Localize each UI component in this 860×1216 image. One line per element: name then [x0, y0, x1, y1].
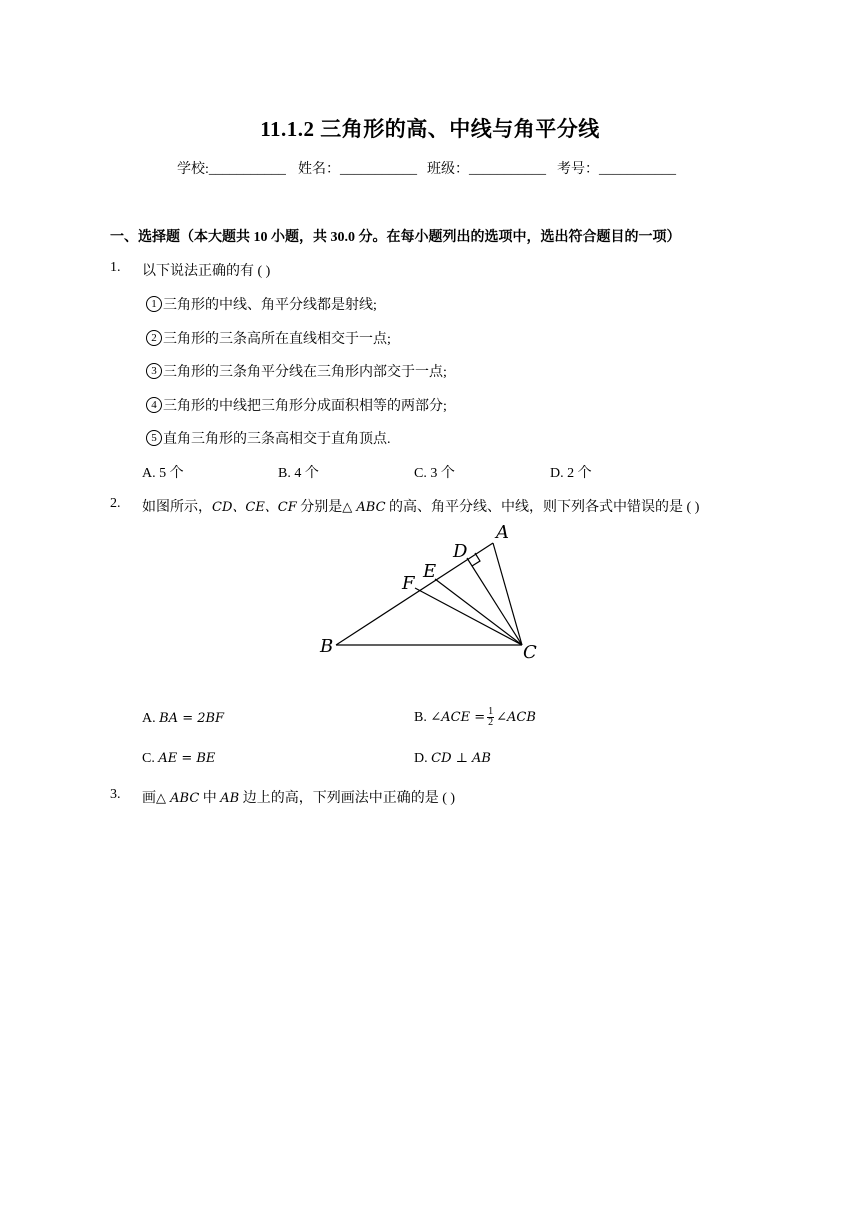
q2-stem-segments: CD、CE、CF	[212, 500, 297, 515]
statement-text: 三角形的中线、角平分线都是射线;	[163, 298, 377, 313]
page-title: 11.1.2 三角形的高、中线与角平分线	[260, 117, 600, 141]
circled-number: 5	[146, 430, 162, 446]
statement-text: 三角形的中线把三角形分成面积相等的两部分;	[163, 399, 447, 414]
q3-stem-mid: 中	[199, 791, 221, 806]
altitude-cd	[467, 558, 522, 645]
section-heading: 一、选择题（本大题共 10 小题，共 30.0 分。在每小题列出的选项中，选出符合题目的一项）	[110, 230, 681, 245]
q3-stem-suffix: 边上的高，下列画法中正确的是 ( )	[239, 791, 456, 806]
fraction-one-half	[487, 707, 494, 728]
circled-number: 3	[146, 363, 162, 379]
option-letter: C.	[142, 751, 159, 766]
side-ab	[336, 543, 493, 645]
statement-text: 直角三角形的三条高相交于直角顶点.	[163, 432, 391, 447]
q1-statement	[146, 328, 391, 348]
q1-option-a: A. 5 个	[142, 466, 184, 481]
fraction-denominator: 2	[488, 717, 494, 728]
q2-number: 2.	[110, 496, 121, 511]
circled-number: 2	[146, 330, 162, 346]
q1-option-d: D. 2 个	[550, 466, 592, 481]
option-math: AE = BE	[158, 751, 216, 766]
q1-number: 1.	[110, 260, 121, 275]
label-d: D	[453, 541, 468, 562]
option-math: ∠ACE =	[430, 710, 486, 725]
q2-option-b	[414, 707, 536, 728]
q2-stem-mid: 分别是	[296, 500, 343, 515]
label-a: A	[496, 522, 509, 543]
label-e: E	[423, 561, 437, 582]
option-math: BA = 2BF	[159, 711, 225, 726]
triangle-figure	[310, 515, 560, 665]
q2-option-d	[414, 751, 491, 767]
circled-number: 4	[146, 397, 162, 413]
q1-statement	[146, 428, 391, 448]
q3-stem-triangle: △ ABC	[156, 791, 200, 806]
bisector-ce	[435, 579, 522, 645]
q1-option-b: B. 4 个	[278, 466, 319, 481]
option-letter: B.	[414, 709, 431, 725]
statement-text: 三角形的三条高所在直线相交于一点;	[163, 332, 391, 347]
q2-stem	[142, 496, 699, 516]
q2-stem-prefix: 如图所示，	[142, 500, 212, 515]
q2-option-c	[142, 751, 215, 767]
option-math: ∠ACB	[496, 710, 536, 725]
class-field: 班级：___________	[427, 162, 546, 177]
name-field: 姓名：___________	[298, 162, 417, 177]
option-letter: A.	[142, 711, 160, 726]
label-b: B	[320, 636, 334, 657]
option-letter: D.	[414, 751, 432, 766]
statement-text: 三角形的三条角平分线在三角形内部交于一点;	[163, 365, 447, 380]
q1-stem: 以下说法正确的有 ( )	[142, 264, 271, 279]
fraction-numerator: 1	[488, 706, 494, 717]
median-cf	[415, 588, 522, 645]
q1-statement	[146, 395, 447, 415]
q3-number: 3.	[110, 787, 121, 802]
circled-number: 1	[146, 296, 162, 312]
q1-option-c: C. 3 个	[414, 466, 455, 481]
q1-statement	[146, 361, 447, 381]
school-field: 学校:___________	[177, 162, 286, 177]
right-angle-mark	[472, 553, 480, 566]
option-math: CD ⊥ AB	[431, 751, 491, 766]
exam-number-field: 考号：___________	[557, 162, 676, 177]
q2-option-a	[142, 711, 224, 727]
q3-stem	[142, 787, 455, 807]
q1-statement	[146, 294, 377, 314]
side-ac	[493, 543, 522, 645]
q3-stem-side: AB	[220, 791, 240, 806]
label-c: C	[523, 642, 537, 663]
q2-stem-suffix: 的高、角平分线、中线，则下列各式中错误的是 ( )	[385, 500, 700, 515]
q2-stem-triangle: △ ABC	[342, 500, 386, 515]
label-f: F	[402, 573, 415, 594]
q3-stem-prefix: 画	[142, 791, 156, 806]
